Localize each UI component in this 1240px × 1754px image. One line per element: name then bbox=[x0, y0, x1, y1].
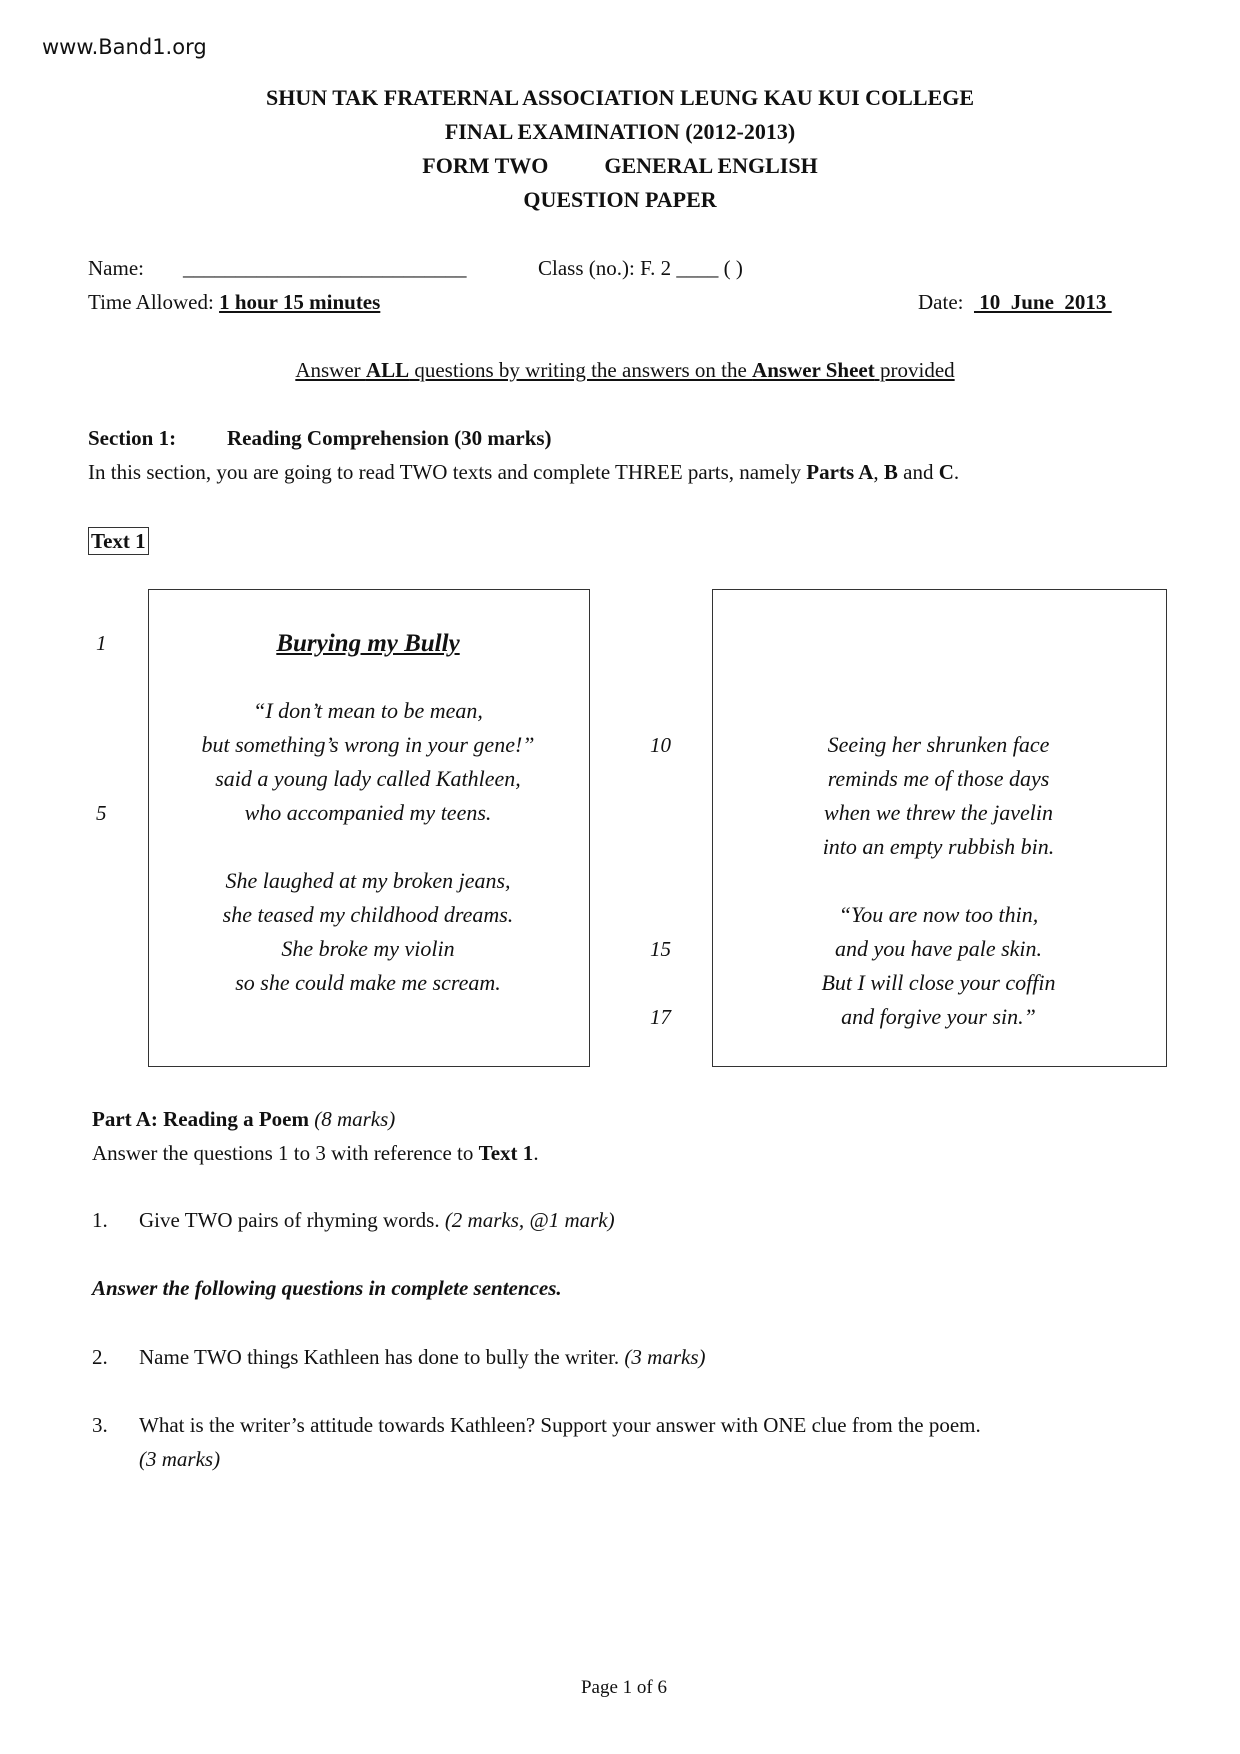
time-label: Time Allowed: bbox=[88, 290, 214, 314]
line-number: 17 bbox=[650, 1005, 671, 1029]
school-name: SHUN TAK FRATERNAL ASSOCIATION LEUNG KAU KUI COLLEGE bbox=[265, 85, 974, 110]
question-2 bbox=[139, 1344, 706, 1370]
line-number: 5 bbox=[96, 801, 107, 825]
poem-left-stanzas bbox=[148, 694, 588, 1000]
paper-title: QUESTION PAPER bbox=[523, 187, 717, 212]
date bbox=[918, 289, 1112, 315]
sentence-instruction: Answer the following questions in complete sentences. bbox=[92, 1276, 562, 1300]
t: . bbox=[953, 460, 960, 484]
t: B bbox=[883, 460, 898, 484]
name-label: Name: bbox=[88, 256, 144, 280]
t: and bbox=[897, 460, 939, 484]
poem-line: “I don’t mean to be mean, bbox=[253, 698, 483, 723]
watermark: www.Band1.org bbox=[42, 35, 207, 59]
question-3: What is the writer’s attitude towards Kathleen? Support your answer with ONE clue from the poem. bbox=[139, 1413, 981, 1437]
poem-line: who accompanied my teens. bbox=[244, 800, 492, 825]
t: (2 marks, @1 mark) bbox=[444, 1208, 615, 1232]
question-3-number: 3. bbox=[92, 1413, 108, 1437]
t: Answer the questions 1 to 3 with reference to bbox=[92, 1141, 479, 1165]
question-1-number: 1. bbox=[92, 1208, 108, 1232]
poem-line: reminds me of those days bbox=[827, 766, 1050, 791]
poem-line: Seeing her shrunken face bbox=[827, 732, 1050, 757]
section-title: Reading Comprehension (30 marks) bbox=[227, 426, 552, 450]
poem-line bbox=[712, 864, 1165, 898]
t: Name TWO things Kathleen has done to bully the writer. bbox=[139, 1345, 625, 1369]
poem-line: she teased my childhood dreams. bbox=[222, 902, 514, 927]
date-value: 10 June 2013 bbox=[973, 290, 1112, 314]
question-3-marks: (3 marks) bbox=[139, 1447, 221, 1471]
t: Answer Sheet bbox=[752, 358, 875, 382]
t: (8 marks) bbox=[308, 1107, 396, 1131]
t: Part A: Reading a Poem bbox=[92, 1107, 309, 1131]
line-number: 15 bbox=[650, 937, 671, 961]
t: provided bbox=[874, 358, 955, 382]
poem-line: when we threw the javelin bbox=[824, 800, 1053, 825]
page-number: Page 1 of 6 bbox=[580, 1677, 667, 1698]
poem-line: so she could make me scream. bbox=[235, 970, 501, 995]
date-label: Date: bbox=[918, 290, 964, 314]
line-number: 10 bbox=[650, 733, 671, 757]
name-field[interactable]: ___________________________ bbox=[183, 256, 467, 280]
t: questions by writing the answers on the bbox=[409, 358, 753, 382]
section-intro bbox=[88, 459, 959, 485]
section-label: Section 1: bbox=[88, 426, 177, 450]
t: Text 1 bbox=[478, 1141, 534, 1165]
text1-label: Text 1 bbox=[88, 527, 149, 555]
time-value: 1 hour 15 minutes bbox=[219, 290, 381, 314]
time-allowed bbox=[88, 289, 380, 315]
question-2-number: 2. bbox=[92, 1345, 108, 1369]
poem-line: She laughed at my broken jeans, bbox=[225, 868, 511, 893]
poem-line: and you have pale skin. bbox=[834, 936, 1043, 961]
instruction bbox=[0, 357, 1240, 383]
t: Answer bbox=[295, 358, 366, 382]
poem-title: Burying my Bully bbox=[276, 630, 460, 657]
t: C bbox=[938, 460, 954, 484]
poem-right-stanzas bbox=[712, 728, 1165, 1034]
t: In this section, you are going to read TWO texts and complete THREE parts, namely bbox=[88, 460, 807, 484]
part-a-title bbox=[92, 1106, 395, 1132]
t: Give TWO pairs of rhyming words. bbox=[139, 1208, 445, 1232]
poem-line: but something’s wrong in your gene!” bbox=[201, 732, 535, 757]
class-field[interactable]: Class (no.): F. 2 ____ ( ) bbox=[538, 256, 743, 280]
poem-line: She broke my violin bbox=[281, 936, 455, 961]
t: ALL bbox=[365, 358, 410, 382]
subject-label: GENERAL ENGLISH bbox=[604, 153, 818, 178]
poem-line bbox=[148, 830, 588, 864]
exam-title: FINAL EXAMINATION (2012-2013) bbox=[444, 119, 796, 144]
poem-line: said a young lady called Kathleen, bbox=[215, 766, 521, 791]
t: Parts A bbox=[806, 460, 874, 484]
poem-line: into an empty rubbish bin. bbox=[822, 834, 1055, 859]
t: . bbox=[533, 1141, 539, 1165]
form-label: FORM TWO bbox=[422, 153, 549, 178]
form-subject bbox=[0, 153, 1240, 179]
t: (3 marks) bbox=[624, 1345, 706, 1369]
line-number: 1 bbox=[96, 631, 107, 655]
poem-line: and forgive your sin.” bbox=[841, 1004, 1036, 1029]
part-a-intro bbox=[92, 1140, 539, 1166]
poem-line: But I will close your coffin bbox=[821, 970, 1056, 995]
question-1 bbox=[139, 1207, 615, 1233]
poem-line: “You are now too thin, bbox=[838, 902, 1039, 927]
t: , bbox=[873, 460, 884, 484]
